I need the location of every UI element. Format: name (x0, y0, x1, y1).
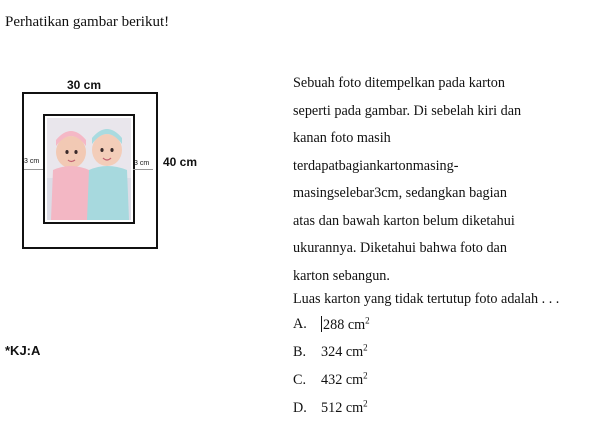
answer-options (293, 316, 370, 428)
paragraph-line: terdapatbagiankartonmasing- (293, 157, 459, 174)
text-cursor (321, 316, 322, 332)
option-exponent: 2 (365, 315, 370, 326)
paragraph-line (293, 125, 559, 153)
baby-photo (47, 118, 131, 220)
option-value (321, 372, 368, 389)
option-letter: C. (293, 372, 307, 388)
option-value-text: 288 cm (323, 317, 366, 333)
option-value-text: 324 cm (321, 344, 364, 360)
width-label: 30 cm (67, 78, 102, 92)
option-d[interactable] (293, 400, 370, 428)
option-value (321, 344, 368, 361)
paragraph-text: Sebuah foto ditempelkan pada karton (293, 75, 505, 91)
option-exponent: 2 (363, 398, 368, 409)
right-gap-label: 3 cm (134, 160, 150, 167)
baby-photo-image (47, 118, 131, 220)
option-exponent: 2 (363, 342, 368, 353)
option-value-text: 512 cm (321, 400, 364, 416)
paragraph-word: kanan (293, 130, 327, 146)
option-letter: A. (293, 316, 307, 332)
problem-paragraph (293, 70, 559, 290)
option-letter: B. (293, 344, 307, 360)
left-gap-label: 3 cm (24, 158, 40, 165)
right-gap-line (133, 169, 153, 170)
option-value (321, 316, 370, 334)
option-value (321, 400, 368, 417)
height-label: 40 cm (163, 155, 198, 169)
question-text: Luas karton yang tidak tertutup foto adalah . . . (293, 291, 560, 307)
paragraph-line (293, 70, 559, 98)
intro-text: Perhatikan gambar berikut! (5, 14, 170, 30)
paragraph-line: atas dan bawah karton belum diketahui (293, 212, 515, 229)
answer-key: *KJ:A (5, 343, 41, 358)
left-gap-line (24, 169, 43, 170)
paragraph-line: seperti pada gambar. Di sebelah kiri dan (293, 102, 522, 119)
paragraph-line: karton sebangun. (293, 267, 390, 284)
option-c[interactable] (293, 372, 370, 400)
karton-figure (0, 0, 280, 260)
option-letter: D. (293, 400, 307, 416)
option-b[interactable] (293, 344, 370, 372)
paragraph-word: foto (330, 130, 354, 146)
paragraph-line: ukurannya. Diketahui bahwa foto dan (293, 240, 507, 256)
paragraph-line: masingselebar3cm, sedangkan bagian (293, 185, 507, 201)
paragraph-word: masih (356, 130, 391, 146)
option-exponent: 2 (363, 370, 368, 381)
option-a[interactable] (293, 316, 370, 344)
option-value-text: 432 cm (321, 372, 364, 388)
